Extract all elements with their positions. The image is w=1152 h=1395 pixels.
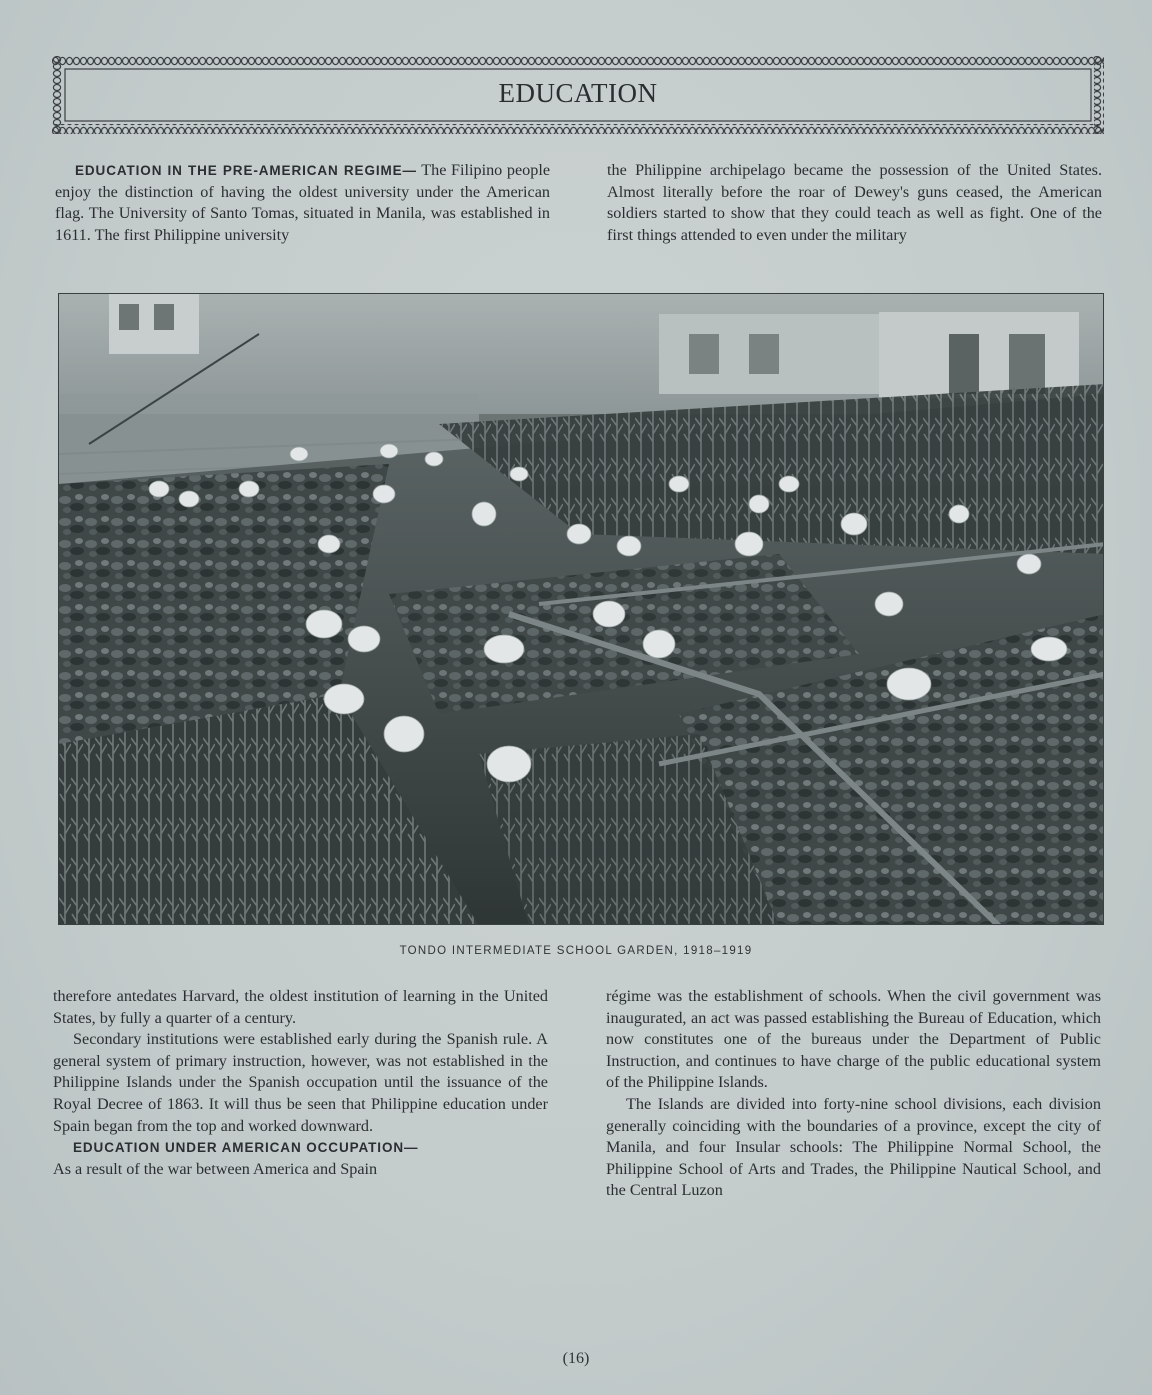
bottom-left-paragraph-2: Secondary institutions were established early during the Spanish rule. A general system of primary instruction, however, was not established in the Philippine Islands under the Spanish occupation until the issuance of the Royal Decree of 1863. It will thus be seen that Philippine education under Spain began from the top and worked downward. (53, 1030, 548, 1135)
school-garden-photo (58, 293, 1104, 925)
page-number: (16) (562, 1350, 590, 1367)
section-heading-american-occupation: EDUCATION UNDER AMERICAN OCCUPATION— (73, 1140, 419, 1156)
bottom-right-paragraph-2: The Islands are divided into forty-nine school divisions, each division generally coinciding with the boundaries of a province, except the city of Manila, and four Insular schools: The Philippine Normal School, the Philippine School of Arts and Trades, the Philippine Nautical School, and the Central Luzon (606, 1094, 1101, 1200)
top-right-text: the Philippine archipelago became the possession of the United States. Almost literally before the roar of Dewey's guns ceased, the American soldiers started to show that they could teach as well as fight. One of the first things attended to even under the military (607, 161, 1102, 244)
bottom-left-paragraph-1: therefore antedates Harvard, the oldest institution of learning in the United States, by fully a quarter of a century. (53, 987, 548, 1027)
garden-photo-illustration (59, 294, 1104, 925)
top-left-column (55, 160, 550, 246)
top-left-text: The Filipino people enjoy the distinction of having the oldest university under the American flag. The University of Santo Tomas, situated in Manila, was established in 1611. The first Philippine university (55, 161, 550, 244)
header-ornament-box (52, 56, 1104, 134)
top-right-column (607, 160, 1102, 246)
section-heading-pre-american: EDUCATION IN THE PRE-AMERICAN REGIME— (75, 163, 417, 178)
bottom-right-paragraph-1: régime was the establishment of schools. When the civil government was inaugurated, an act was passed establishing the Bureau of Education, which now constitutes one of the bureaus under the Department of Public Instruction, and continues to have charge of the public educational system of the Philippine Islands. (606, 987, 1101, 1092)
bottom-left-column (53, 986, 548, 1180)
bottom-left-paragraph-3: As a result of the war between America and Spain (53, 1159, 378, 1178)
photo-caption: TONDO INTERMEDIATE SCHOOL GARDEN, 1918–1919 (399, 945, 753, 957)
bottom-right-column (606, 986, 1101, 1202)
page-title: EDUCATION (498, 78, 658, 108)
